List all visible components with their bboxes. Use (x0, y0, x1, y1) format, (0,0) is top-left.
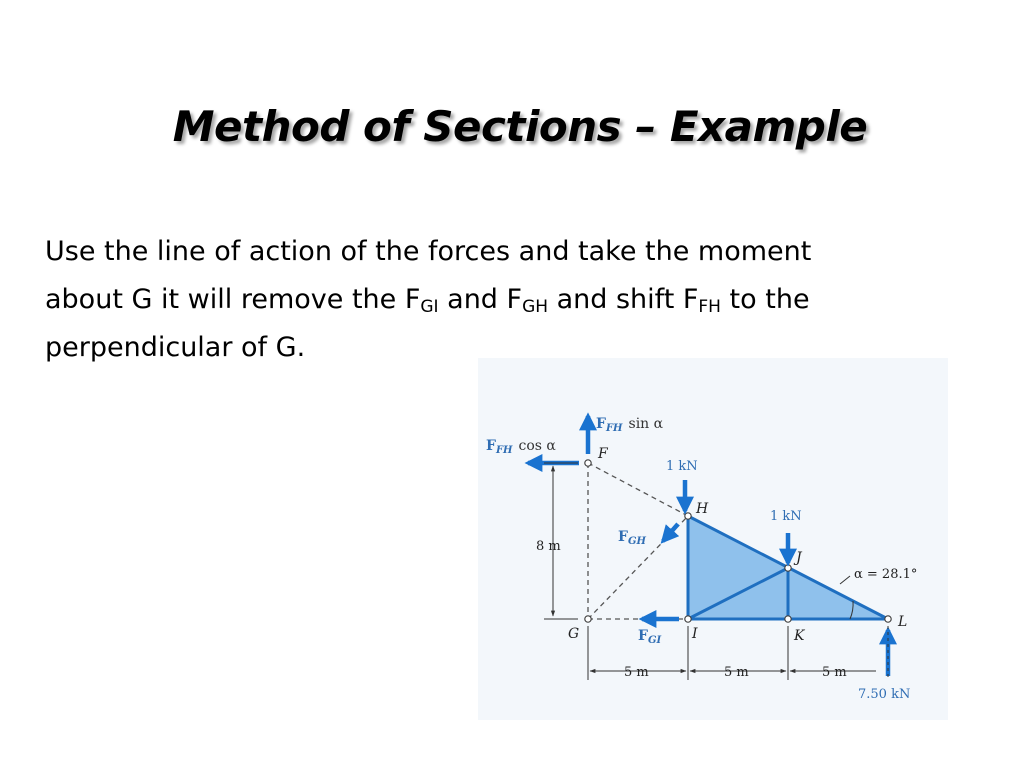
label-node-g: G (568, 626, 580, 642)
label-ffh-sin: $F_{FH}$ sin α (596, 416, 664, 434)
label-fgh: $F_{GH}$ (618, 529, 646, 547)
joint-l (885, 616, 891, 622)
label-node-h: H (696, 501, 709, 517)
slide-body-text (45, 228, 995, 372)
label-node-j: J (796, 550, 802, 566)
subscript-fh: FH (698, 297, 721, 317)
label-load-j: 1 kN (770, 509, 802, 524)
body-line-2-part-c: and shift F (548, 284, 699, 315)
body-line-2-part-a: about G it will remove the F (45, 284, 421, 315)
body-line-2-part-b: and F (438, 284, 523, 315)
label-node-f: F (598, 446, 608, 462)
label-span-2: 5 m (724, 665, 749, 680)
joint-i (685, 616, 691, 622)
subscript-gh: GH (522, 297, 549, 317)
label-node-i: I (692, 626, 698, 642)
truss-figure (478, 358, 948, 720)
slide-title: Method of Sections – Example (172, 102, 868, 151)
label-height: 8 m (536, 539, 561, 554)
body-line-2 (45, 276, 995, 324)
joint-g (585, 616, 591, 622)
body-line-3: perpendicular of G. (45, 332, 306, 363)
label-load-h: 1 kN (666, 459, 698, 474)
label-ffh-cos: $F_{FH}$ cos α (486, 438, 556, 456)
label-reaction: 7.50 kN (858, 687, 911, 702)
joint-f (585, 460, 591, 466)
joint-h (685, 513, 691, 519)
label-fgi: $F_{GI}$ (638, 628, 662, 646)
label-span-3: 5 m (822, 665, 847, 680)
label-node-k: K (794, 628, 805, 644)
truss-diagram (478, 358, 948, 720)
body-line-2-part-d: to the (720, 284, 810, 315)
joint-k (785, 616, 791, 622)
subscript-gi: GI (420, 297, 439, 317)
label-alpha: α = 28.1° (854, 567, 918, 582)
label-node-l: L (898, 614, 908, 630)
joint-j (785, 565, 791, 571)
body-line-1: Use the line of action of the forces and take the moment (45, 236, 812, 267)
label-span-1: 5 m (624, 665, 649, 680)
